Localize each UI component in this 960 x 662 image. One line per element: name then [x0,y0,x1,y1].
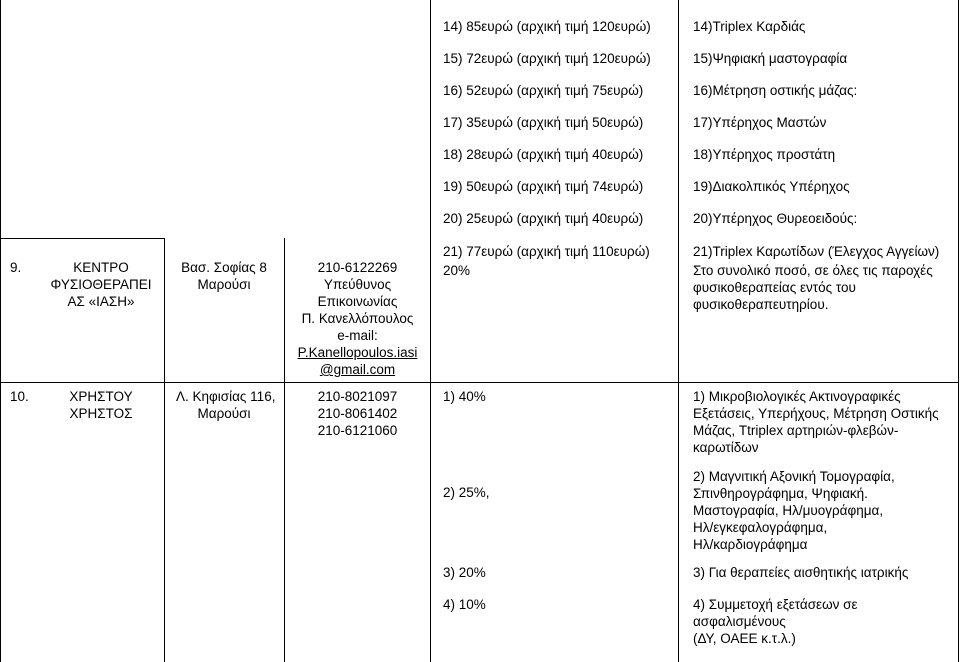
grid-line [678,0,679,662]
phone-number: 210-8021097 [317,389,398,404]
provider-name-line: ΑΣ «ΙΑΣΗ» [67,294,135,309]
service-item: 21)Triplex Καρωτίδων (Έλεγχος Αγγείων) [693,244,940,259]
row-number: 9. [10,260,22,275]
discount-item: 21) 77ευρώ (αρχική τιμή 110ευρώ) [443,244,650,259]
phone-number: 210-8061402 [317,406,398,421]
service-line: Ηλ/καρδιογράφημα [693,537,808,552]
discount-item: 16) 52ευρώ (αρχική τιμή 75ευρώ) [443,83,644,98]
discount-item: 17) 35ευρώ (αρχική τιμή 50ευρώ) [443,115,644,130]
row-number: 10. [10,389,29,404]
address-line: Μαρούσι [197,406,251,421]
email-link[interactable]: @gmail.com [319,362,396,377]
discount-item: 14) 85ευρώ (αρχική τιμή 120ευρώ) [443,19,651,34]
service-item: 15)Ψηφιακή μαστογραφία [693,51,848,66]
grid-line [0,238,164,239]
service-line: Ηλ/εγκεφαλογράφημα, [693,520,828,535]
service-line: φυσικοθεραπευτηρίου. [693,297,829,312]
service-line: Στο συνολικό ποσό, σε όλες τις παροχές [693,263,933,278]
service-line: 2) Μαγνιτική Αξονική Τομογραφία, [693,469,895,484]
service-line: 1) Μικροβιολογικές Ακτινογραφικές [693,389,901,404]
service-line: Εξετάσεις, Υπερήχους, Μέτρηση Οστικής [693,406,939,421]
service-line: 4) Συμμετοχή εξετάσεων σε [693,597,858,612]
discount-item: 15) 72ευρώ (αρχική τιμή 120ευρώ) [443,51,651,66]
service-line: ασφαλισμένους [693,614,786,629]
contact-line: Επικοινωνίας [317,294,398,309]
service-item: 17)Υπέρηχος Μαστών [693,115,827,130]
contact-line: Υπεύθυνος [323,277,392,292]
service-item: 16)Μέτρηση οστικής μάζας: [693,83,858,98]
grid-line [0,382,959,383]
service-line: καρωτίδων [693,440,759,455]
discount-item: 3) 20% [443,565,486,580]
discount-item: 4) 10% [443,597,486,612]
service-line: Μάζας, Ttriplex αρτηριών-φλεβών- [693,423,899,438]
discount-item: 2) 25%, [443,485,490,500]
service-item: 20)Υπέρηχος Θυρεοειδούς: [693,211,858,226]
grid-line [430,0,431,662]
email-label: e-mail: [337,328,378,343]
discount-item: 18) 28ευρώ (αρχική τιμή 40ευρώ) [443,147,644,162]
service-line: Σπινθηρογράφημα, Ψηφιακή. [693,486,868,501]
service-line: (ΔΥ, ΟΑΕΕ κ.τ.λ.) [693,631,796,646]
discount-general: 20% [443,263,471,278]
discount-item: 19) 50ευρώ (αρχική τιμή 74ευρώ) [443,179,644,194]
discount-item: 1) 40% [443,389,486,404]
provider-name-line: ΧΡΗΣΤΟΣ [69,406,133,421]
provider-name-line: ΦΥΣΙΟΘΕΡΑΠΕΙ [50,277,152,292]
address-line: Βασ. Σοφίας 8 [181,260,267,275]
discount-item: 20) 25ευρώ (αρχική τιμή 40ευρώ) [443,211,644,226]
grid-line [0,0,1,662]
service-item: 19)Διακολπικός Υπέρηχος [693,179,850,194]
service-line: φυσικοθεραπείας εντός του [693,280,856,295]
phone-number: 210-6122269 [317,260,398,275]
service-line: Μαστογραφία, Ηλ/μυογράφημα, [693,503,884,518]
phone-number: 210-6121060 [317,423,398,438]
service-line: 3) Για θεραπείες αισθητικής ιατρικής [693,565,909,580]
provider-name-line: ΧΡΗΣΤΟΥ [69,389,133,404]
service-item: 18)Υπέρηχος προστάτη [693,147,836,162]
grid-line [958,0,959,662]
email-link[interactable]: P.Kanellopoulos.iasi [297,345,418,360]
provider-name-line: ΚΕΝΤΡΟ [73,260,129,275]
service-item: 14)Triplex Καρδιάς [693,19,806,34]
contact-person: Π. Κανελλόπουλος [301,311,414,326]
address-line: Λ. Κηφισίας 116, [176,389,276,404]
address-line: Μαρούσι [197,277,251,292]
grid-line [164,238,165,662]
